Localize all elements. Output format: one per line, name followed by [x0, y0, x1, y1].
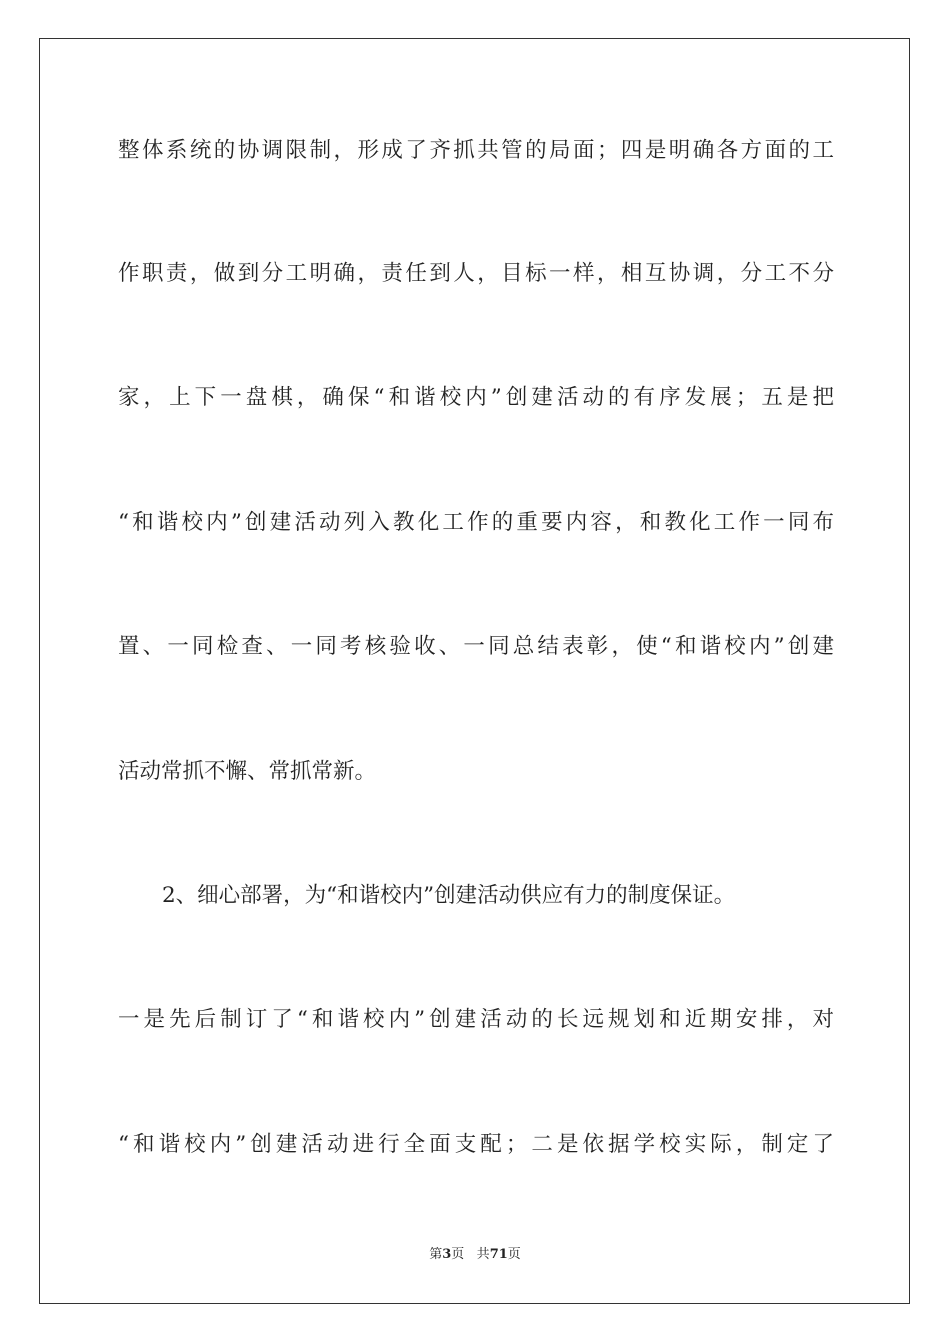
footer-total-suffix: 页	[507, 1247, 521, 1262]
text-line-2: 作职责，做到分工明确，责任到人，目标一样，相互协调，分工不分	[118, 261, 834, 286]
text-line-8: 一是先后制订了“和谐校内”创建活动的长远规划和近期安排，对	[118, 1007, 834, 1032]
footer-total-pages: 71	[489, 1247, 508, 1262]
paragraph-heading-2: 2、细心部署，为“和谐校内”创建活动供应有力的制度保证。	[162, 883, 736, 908]
page-border	[39, 38, 910, 1304]
text-line-3: 家，上下一盘棋，确保“和谐校内”创建活动的有序发展；五是把	[118, 385, 834, 410]
text-line-6: 活动常抓不懈、常抓常新。	[118, 759, 377, 784]
text-line-9: “和谐校内”创建活动进行全面支配；二是依据学校实际，制定了	[118, 1132, 834, 1157]
footer-page-prefix: 第	[429, 1247, 443, 1262]
footer-total-prefix: 共	[476, 1247, 490, 1262]
text-line-1: 整体系统的协调限制，形成了齐抓共管的局面；四是明确各方面的工	[118, 138, 834, 163]
footer-page-number: 3	[442, 1247, 452, 1262]
page-footer	[0, 1246, 950, 1264]
text-line-5: 置、一同检查、一同考核验收、一同总结表彰，使“和谐校内”创建	[118, 634, 834, 659]
footer-page-suffix: 页	[451, 1247, 465, 1262]
text-line-4: “和谐校内”创建活动列入教化工作的重要内容，和教化工作一同布	[118, 510, 834, 535]
